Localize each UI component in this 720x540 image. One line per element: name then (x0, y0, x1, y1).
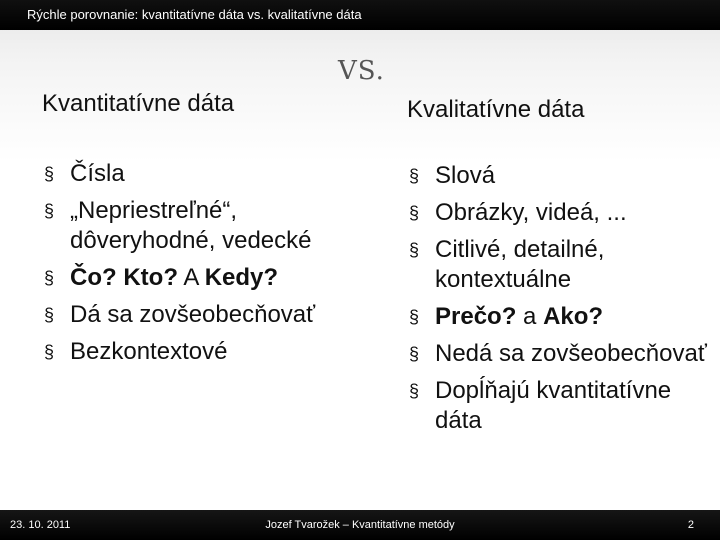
bullet-marker-icon: § (44, 268, 55, 288)
slide-footer (0, 510, 720, 540)
bullet-text: „Nepriestreľné“, dôveryhodné, vedecké (70, 197, 312, 254)
footer-author: Jozef Tvarožek – Kvantitatívne metódy (265, 519, 455, 531)
bullet-item (44, 159, 344, 189)
right-column-heading: Kvalitatívne dáta (407, 96, 585, 123)
bullet-item (44, 263, 344, 293)
bullet-text: Citlivé, detailné, kontextuálne (435, 236, 605, 293)
bullet-marker-icon: § (44, 305, 55, 325)
bullet-marker-icon: § (44, 164, 55, 184)
bullet-text-part: Prečo? (435, 303, 517, 330)
bullet-marker-icon: § (409, 381, 420, 401)
bullet-text-part: a (516, 303, 544, 330)
bullet-marker-icon: § (44, 201, 55, 221)
bullet-text-part: Ako? (543, 303, 604, 330)
bullet-marker-icon: § (409, 344, 420, 364)
bullet-text-part: Čo? (70, 264, 117, 291)
right-bullet-list (409, 161, 709, 443)
bullet-item (44, 196, 344, 256)
bullet-marker-icon: § (409, 307, 420, 327)
bullet-item (409, 235, 709, 295)
bullet-item (44, 300, 344, 330)
bullet-marker-icon: § (409, 203, 420, 223)
left-bullet-list (44, 159, 344, 374)
bullet-text: Nedá sa zovšeobecňovať (435, 340, 707, 367)
bullet-text-part: Kto? (123, 264, 178, 291)
slide-header-bar (0, 0, 720, 30)
footer-page-number: 2 (687, 519, 694, 531)
bullet-item (409, 376, 709, 436)
bullet-item (409, 339, 709, 369)
bullet-marker-icon: § (44, 342, 55, 362)
bullet-item (44, 337, 344, 367)
left-column-heading: Kvantitatívne dáta (42, 90, 235, 117)
bullet-text: Bezkontextové (70, 338, 228, 365)
bullet-item (409, 198, 709, 228)
footer-date: 23. 10. 2011 (10, 519, 71, 531)
bullet-text: Dopĺňajú kvantitatívne dáta (435, 377, 672, 434)
bullet-item (409, 161, 709, 191)
vs-label: VS. (338, 56, 385, 86)
bullet-text-part: Kedy? (204, 264, 279, 291)
bullet-item (409, 302, 709, 332)
bullet-text-part: A (177, 264, 205, 291)
bullet-text: Obrázky, videá, ... (435, 199, 627, 226)
bullet-text: Dá sa zovšeobecňovať (70, 301, 316, 328)
slide-header-title: Rýchle porovnanie: kvantitatívne dáta vs. kvalitatívne dáta (27, 7, 362, 22)
bullet-text: Slová (435, 162, 496, 189)
bullet-text: Čísla (70, 160, 125, 187)
bullet-marker-icon: § (409, 240, 420, 260)
bullet-marker-icon: § (409, 166, 420, 186)
